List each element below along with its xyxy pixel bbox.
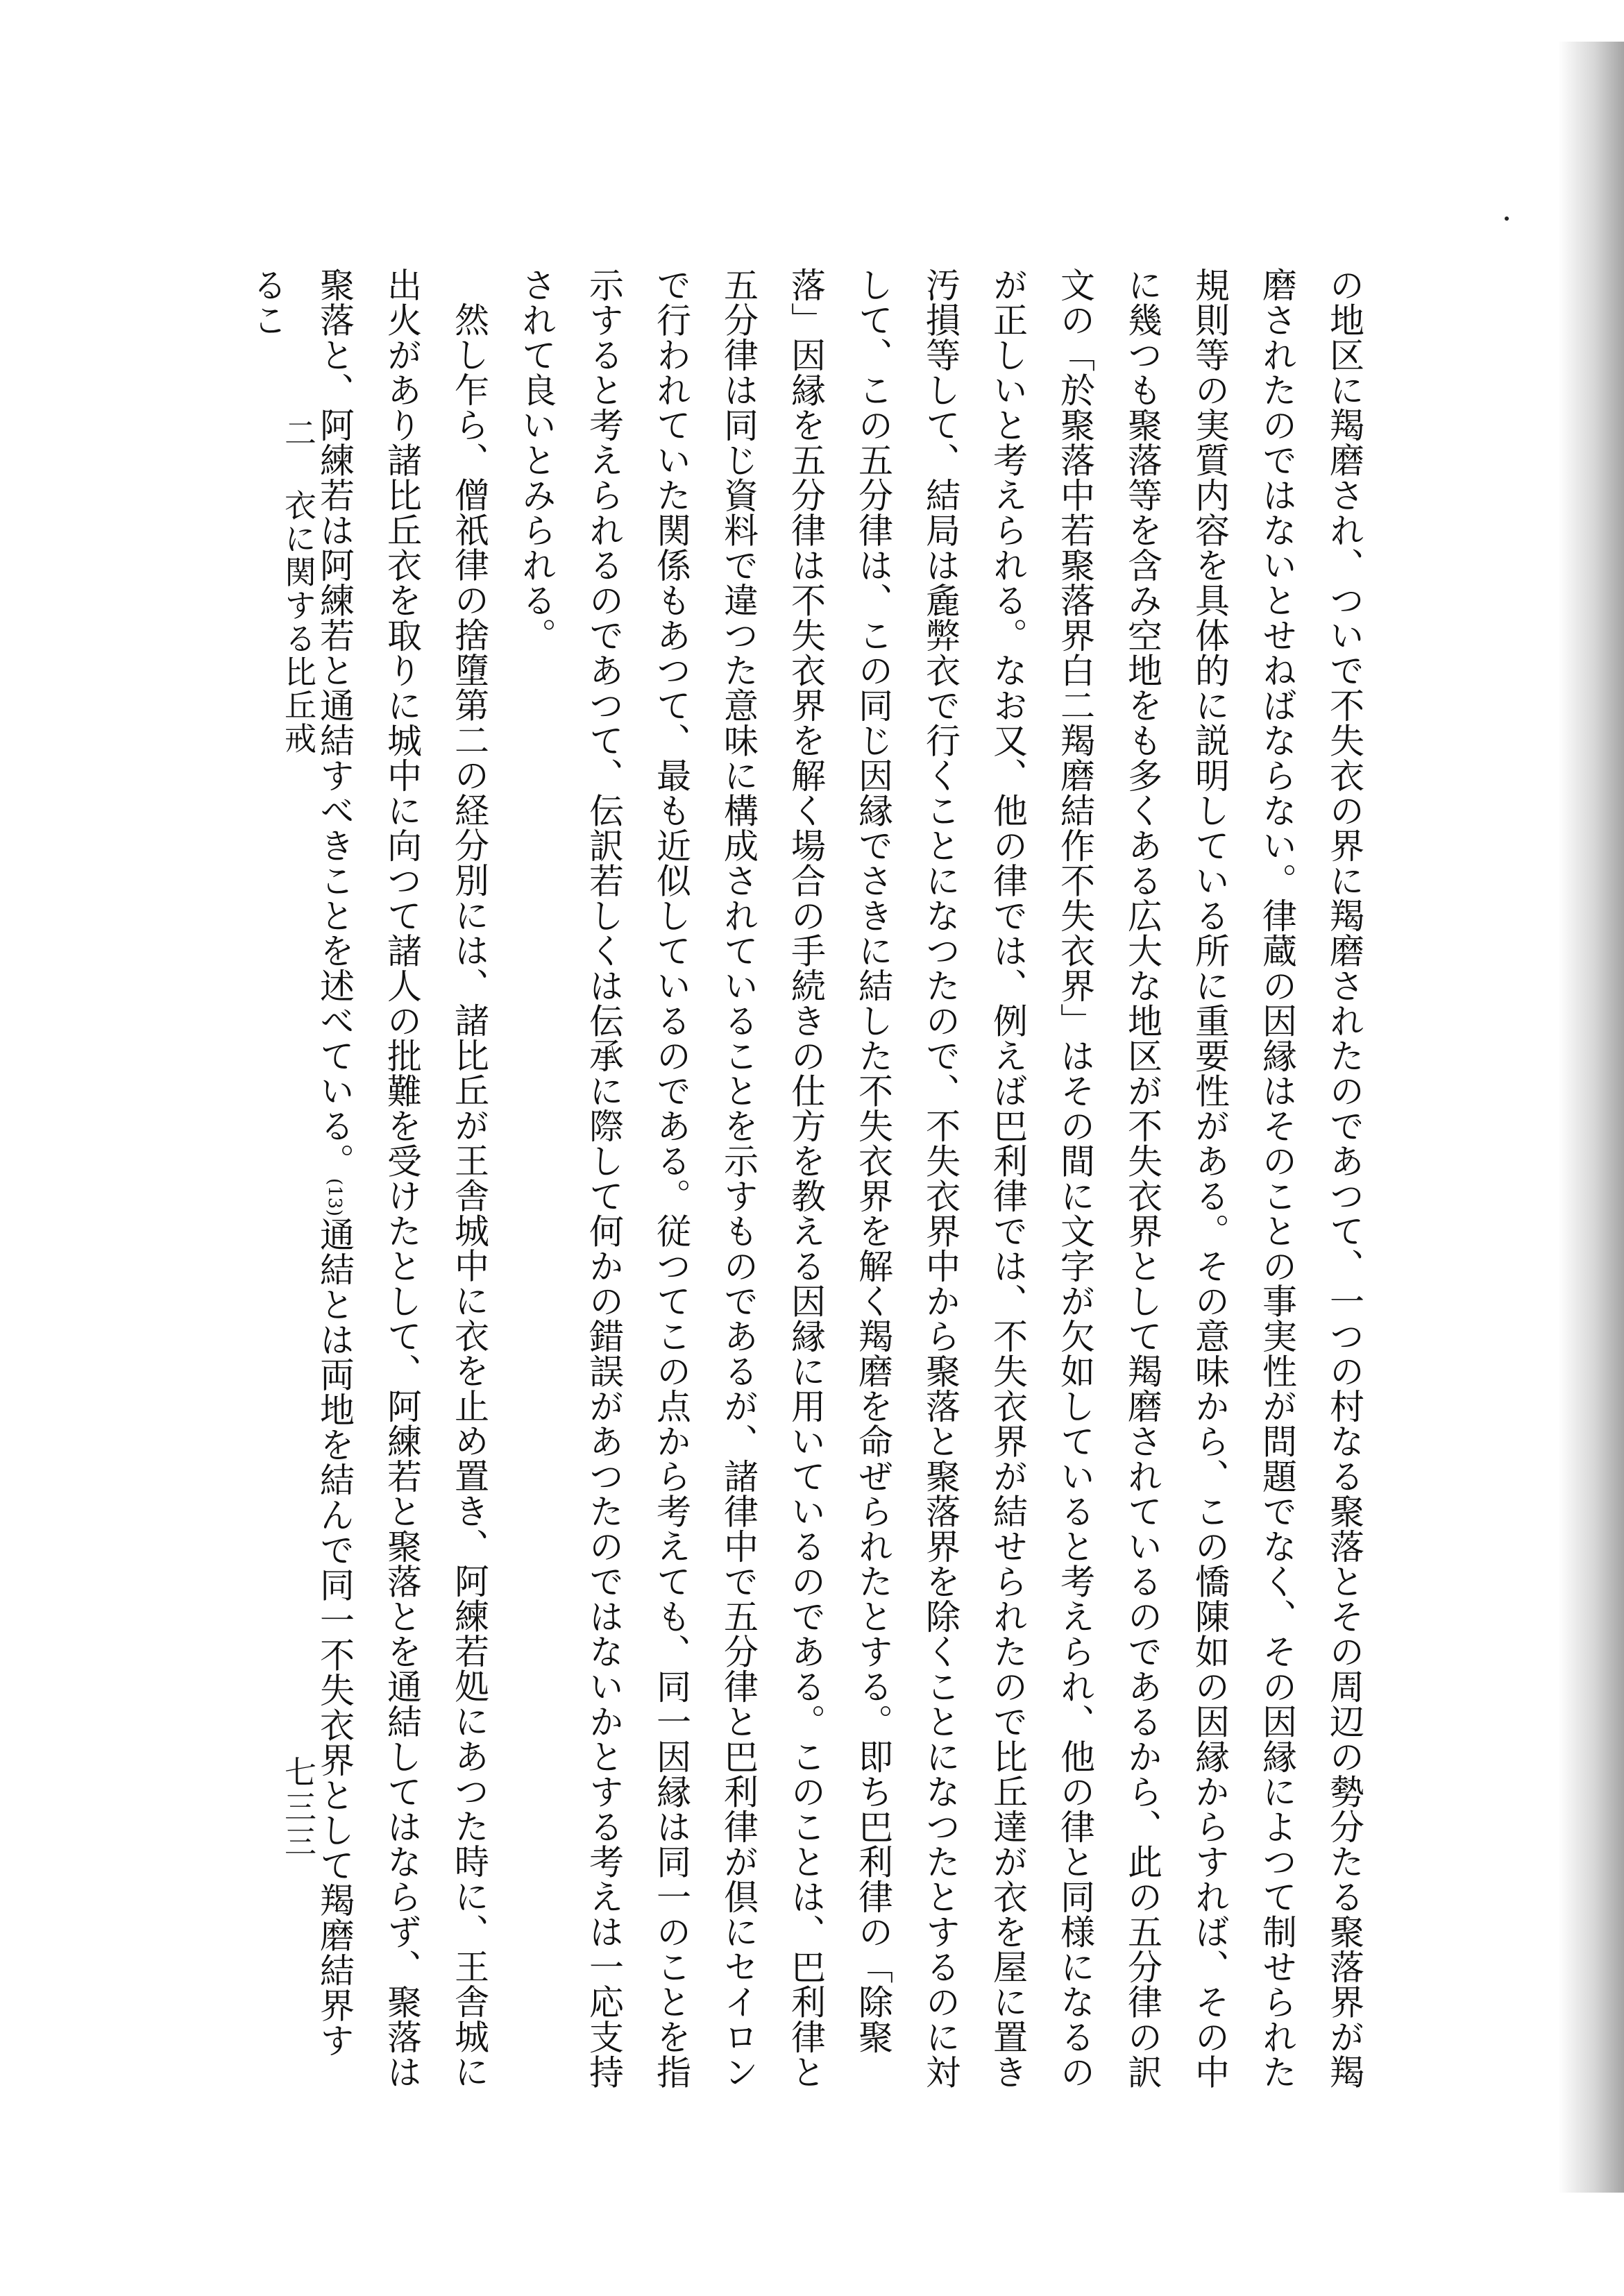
- paragraph-2-text-after-note: 通結とは両地を結んで同一不失衣界として羯磨結界するこ: [247, 267, 355, 2058]
- paragraph-2-text-before-note: 然し乍ら、僧祇律の捨墮第二の経分別には、諸比丘が王舎城中に衣を止め置き、阿練若処にあつた時に、王舎城に出火があり諸比丘衣を取りに城中に向つて諸人の批難を受けたとして、阿練若と聚落とを通結してはならず、聚落は聚落と、阿練若は阿練若と通結すべきことを述べている。: [314, 267, 489, 2089]
- footnote-reference: (13): [324, 1178, 345, 1217]
- section-title: 衣に関する比丘戒: [280, 488, 317, 756]
- paragraph-1-text: の地区に羯磨され、ついで不失衣の界に羯磨されたのであつて、一つの村なる聚落とその周辺の勢分たる聚落界が羯磨されたのではないとせねばならない。律蔵の因縁はそのことの事実性が問題でなく、その因縁によつて制せられた規則等の実質内容を具体的に説明している所に重要性がある。その意味から、この憍陳如の因縁からすれば、その中に幾つも聚落等を含み空地をも多くある広大な地区が不失衣界として羯磨されているのであるから、此の五分律の訳文の「於聚落中若聚落界白二羯磨結作不失衣界」はその間に文字が欠如していると考えられ、他の律と同様になるのが正しいと考えられる。なお又、他の律では、例えば巴利律では、不失衣界が結せられたので比丘達が衣を屋に置き汚損等して、結局は麁弊衣で行くことになつたので、不失衣界中から聚落と聚落界を除くことになつたとするのに対して、この五分律は、この同じ因縁でさきに結した不失衣界を解く羯磨を命ぜられたとする。即ち巴利律の「除聚落」因縁を五分律は不失衣界を解く場合の手続きの仕方を教える因縁に用いているのである。このことは、巴利律と五分律は同じ資料で違つた意味に構成されていることを示すものであるが、諸律中で五分律と巴利律が倶にセイロンで行われていた関係もあつて、最も近似しているのである。従つてこの点から考えても、同一因縁は同一のことを指示すると考えられるのであつて、伝訳若しくは伝承に際して何かの錯誤があつたのではないかとする考えは一応支持されて良いとみられる。: [516, 267, 1364, 2089]
- scan-speck: [1505, 216, 1509, 221]
- scan-edge-shadow: [1558, 42, 1624, 2193]
- paragraph-1: [502, 267, 1378, 2092]
- page-number: 七三三: [280, 1755, 317, 1860]
- running-head: [274, 416, 323, 902]
- section-number: 二: [280, 416, 317, 450]
